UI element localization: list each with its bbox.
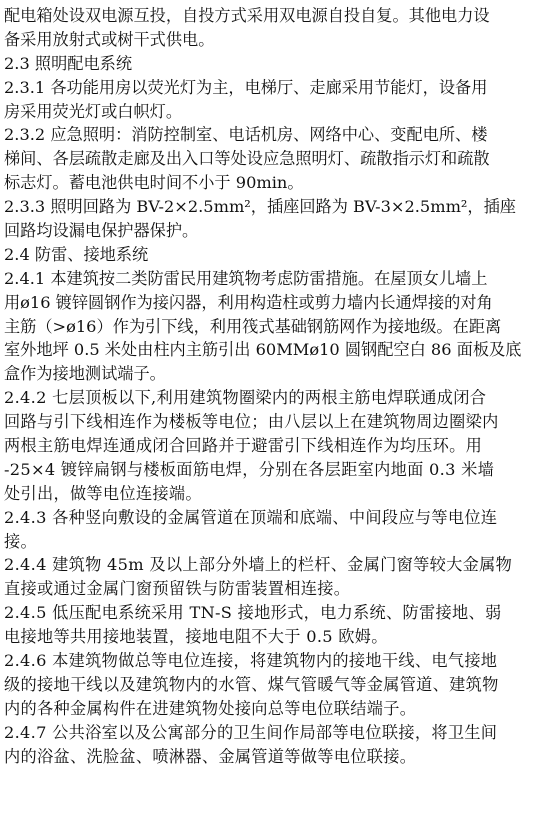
text-line: 2.4.4 建筑物 45m 及以上部分外墙上的栏杆、金属门窗等较大金属物 [4, 555, 513, 575]
text-line: 内的浴盆、洗脸盆、喷淋器、金属管道等做等电位联接。 [4, 746, 417, 766]
text-line: 级的接地干线以及建筑物内的水管、煤气管暖气等金属管道、建筑物 [4, 674, 499, 694]
text-line: 2.4.6 本建筑物做总等电位连接，将建筑物内的接地干线、电气接地 [4, 651, 498, 671]
text-line: 2.4.3 各种竖向敷设的金属管道在顶端和底端、中间段应与等电位连 [4, 507, 498, 527]
text-line: 电接地等共用接地装置，接地电阻不大于 0.5 欧姆。 [4, 627, 388, 647]
text-line: 配电箱处设双电源互投，自投方式采用双电源自投自复。其他电力设 [4, 6, 490, 25]
text-line: 直接或通过金属门窗预留铁与防雷装置相连接。 [4, 579, 351, 599]
text-line: 内的各种金属构件在进建筑物处接向总等电位联结端子。 [4, 698, 417, 718]
text-line: 梯间、各层疏散走廊及出入口等处设应急照明灯、疏散指示灯和疏散 [4, 149, 490, 169]
text-line: 2.4.1 本建筑按二类防雷民用建筑物考虑防雷措施。在屋顶女儿墙上 [4, 268, 488, 288]
text-line: 2.4.5 低压配电系统采用 TN-S 接地形式，电力系统、防雷接地、弱 [4, 603, 502, 623]
text-line: 2.4.2 七层顶板以下,利用建筑物圈梁内的两根主筋电焊联通成闭合 [4, 388, 487, 408]
text-line: 标志灯。蓄电池供电时间不小于 90min。 [4, 173, 304, 193]
text-line: 室外地坪 0.5 米处由柱内主筋引出 60MMø10 圆钢配空白 86 面板及底 [4, 340, 522, 360]
text-line: 主筋（>ø16）作为引下线，利用筏式基础钢筋网作为接地级。在距离 [4, 316, 502, 336]
text-line: 处引出，做等电位连接端。 [4, 483, 202, 503]
text-line: 回路均设漏电保护器保护。 [4, 221, 199, 241]
text-line: 2.4.7 公共浴室以及公寓部分的卫生间作局部等电位联接，将卫生间 [4, 722, 498, 742]
text-line: -25×4 镀锌扁钢与楼板面筋电焊，分别在各层距室内地面 0.3 米墙 [4, 459, 495, 479]
text-line: 盒作为接地测试端子。 [4, 364, 166, 384]
text-line: 备采用放射式或树干式供电。 [4, 29, 215, 49]
section-heading: 2.3 照明配电系统 [4, 53, 133, 73]
text-line: 房采用荧光灯或白帜灯。 [4, 101, 183, 121]
text-line: 2.3.3 照明回路为 BV-2×2.5mm²，插座回路为 BV-3×2.5mm²，插座 [4, 197, 516, 217]
text-line: 2.3.1 各功能用房以荧光灯为主，电梯厅、走廊采用节能灯，设备用 [4, 77, 488, 97]
text-line: 回路与引下线相连作为楼板等电位；由八层以上在建筑物周边圈梁内 [4, 412, 499, 432]
text-line: 2.3.2 应急照明：消防控制室、电话机房、网络中心、变配电所、楼 [4, 125, 488, 145]
text-line: 接。 [4, 531, 37, 551]
text-line: 用ø16 镀锌圆钢作为接闪器，利用构造柱或剪力墙内长通焊接的对角 [4, 292, 493, 312]
text-line: 两根主筋电焊连通成闭合回路并于避雷引下线相连作为均压环。用 [4, 436, 483, 456]
section-heading: 2.4 防雷、接地系统 [4, 244, 149, 264]
